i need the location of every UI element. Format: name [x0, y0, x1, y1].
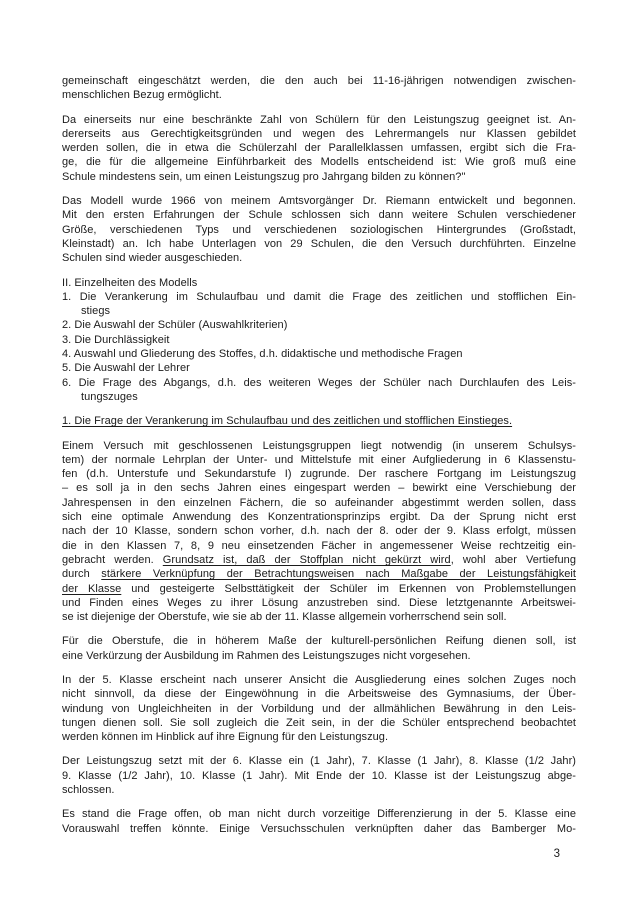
text-segment: windung von Ungleichheiten in der Vorbildung und der allmählichen Bewährung in den Leis- — [62, 702, 576, 715]
text-line — [62, 439, 576, 453]
text-line — [62, 649, 576, 663]
text-segment: Es stand die Frage offen, ob man nicht durch vorzeitige Differenzierung in der 5. Klasse eine — [62, 808, 576, 821]
text-line — [62, 290, 576, 304]
text-line — [62, 194, 576, 208]
text-segment: Einem Versuch mit geschlossenen Leistungsgruppen liegt notwendig (in unserem Schulsys- — [62, 439, 576, 452]
text-segment: 2. Die Auswahl der Schüler (Auswahlkriterien) — [62, 319, 288, 332]
text-segment: Schule mindestens sein, um einen Leistungszug pro Jahrgang bilden zu können?" — [62, 170, 466, 183]
text-line — [62, 687, 576, 701]
text-segment: die in den Klassen 7, 8, 9 neu einsetzenden Fächer in angemessener Weise rechtzeitig ein- — [62, 539, 576, 552]
paragraph-community — [62, 74, 576, 103]
text-segment: tungen dienen soll. Sie soll zugleich die Zeit sein, in der die Schüler entsprechend beobachtet — [62, 716, 576, 729]
text-segment: werden sollen, die in etwa die Schülerzahl der Parallelklassen umfassen, ergibt sich die Fra- — [62, 142, 576, 155]
text-line — [62, 769, 576, 783]
underlined-text: Grundsatz ist, daß der Stoffplan nicht gekürzt wird — [162, 553, 451, 566]
text-segment: nach der 10 Klasse, sondern schon vorher, d.h. nach der 8. oder der 9. Klass erfolgt, müssen — [62, 525, 576, 538]
text-segment: und gesteigerte Selbsttätigkeit der Schüler im Erkennen von Problemstellungen — [121, 582, 576, 595]
text-segment: 4. Auswahl und Gliederung des Stoffes, d.h. didaktische und methodische Fragen — [62, 348, 463, 361]
text-line — [62, 390, 576, 404]
text-segment: Schulen sind wieder ausgeschieden. — [62, 252, 243, 265]
text-line — [62, 347, 576, 361]
text-line — [62, 553, 576, 567]
text-line — [62, 74, 576, 88]
text-line — [62, 237, 576, 251]
text-line — [62, 539, 576, 553]
text-segment: werden können im Hinblick auf ihre Eignung für den Leistungszug. — [62, 731, 389, 744]
underlined-text: stärkere Verknüpfung der Betrachtungsweisen nach Maßgabe der Leistungsfähigkeit — [101, 568, 577, 581]
paragraph-leistungszug-duration — [62, 754, 576, 797]
text-segment: eine Verkürzung der Ausbildung im Rahmen des Leistungszuges nicht vorgesehen. — [62, 649, 471, 662]
text-segment: 9. Klasse (1/2 Jahr), 10. Klasse (1 Jahr). Mit Ende der 10. Klasse ist der Leistungszug abge- — [62, 769, 576, 782]
text-segment: Da einerseits nur eine beschränkte Zahl von Schülern für den Leistungszug geeignet ist. An- — [62, 113, 576, 126]
paragraph-open-question — [62, 807, 576, 836]
section-heading-anchoring — [62, 414, 576, 428]
text-line — [62, 807, 576, 821]
text-line — [62, 596, 576, 610]
text-line — [62, 467, 576, 481]
text-line — [62, 496, 576, 510]
paragraph-fifth-grade — [62, 673, 576, 744]
text-segment: nicht sinnvoll, da diese der Eingewöhnung in die Arbeitsweise des Gymnasiums, der Über- — [62, 688, 576, 701]
text-segment: durch — [62, 568, 102, 581]
text-line — [62, 453, 576, 467]
text-line — [62, 673, 576, 687]
text-segment: 3. Die Durchlässigkeit — [62, 333, 170, 346]
underlined-text: der Klasse — [62, 582, 122, 595]
text-line — [62, 582, 576, 596]
text-line — [62, 113, 576, 127]
text-segment: dererseits aus Gerechtigkeitsgründen und wegen des Lehrermangels nur Klassen gebildet — [62, 127, 576, 140]
text-line — [62, 251, 576, 265]
text-line — [62, 208, 576, 222]
text-segment: gebracht werden. — [62, 553, 163, 566]
text-line — [62, 376, 576, 390]
text-line — [62, 141, 576, 155]
underlined-text: 1. Die Frage der Verankerung im Schulaufbau und des zeitlichen und stofflichen Einstieges. — [62, 415, 513, 428]
text-segment: Vorauswahl treffen könnte. Einige Versuchsschulen verknüpften daher das Bamberger Mo- — [62, 822, 576, 835]
text-segment: und Finden eines Weges zu ihrer Lösung anzustreben sind. Diese letztgenannte Arbeitswei- — [62, 596, 576, 609]
text-segment: Kleinstadt) an. Ich habe Unterlagen von 29 Schulen, die den Versuch durchführten. Einzelne — [62, 237, 576, 250]
text-line — [62, 610, 576, 624]
page-number: 3 — [553, 848, 560, 860]
paragraph-model-history — [62, 194, 576, 265]
text-segment: sich eine optimale Anwendung des Konzentrationsprinzips ergibt. Da der Sprung nicht erst — [62, 511, 576, 524]
text-line — [62, 127, 576, 141]
text-line — [62, 634, 576, 648]
model-details-list — [62, 276, 576, 405]
text-segment: fen (d.h. Unterstufe und Sekundarstufe I) zugrunde. Der raschere Fortgang im Leistungszug — [62, 468, 576, 481]
text-segment: schlossen. — [62, 784, 115, 797]
text-segment: tem) der normale Lehrplan der Unter- und Mittelstufe mit einer Aufgliederung in 6 Klassenstu- — [62, 453, 576, 466]
text-segment: Für die Oberstufe, die in höherem Maße der kulturell-persönlichen Reifung dienen soll, ist — [62, 635, 576, 648]
text-line — [62, 223, 576, 237]
text-segment: , wohl aber Vertiefung — [450, 553, 577, 566]
document-body — [62, 74, 576, 836]
text-line — [62, 730, 576, 744]
text-segment: gemeinschaft eingeschätzt werden, die den auch bei 11-16-jährigen notwendigen zwischen- — [62, 75, 576, 87]
text-line — [62, 702, 576, 716]
text-line — [62, 333, 576, 347]
text-segment: menschlichen Bezug ermöglicht. — [62, 89, 222, 102]
text-segment: se ist diejenige der Oberstufe, wie sie ab der 11. Klasse allgemein vorherrschend sein soll. — [62, 611, 507, 624]
text-segment: 6. Die Frage des Abgangs, d.h. des weiteren Weges der Schüler nach Durchlaufen des Leis- — [62, 376, 576, 389]
paragraph-oberstufe — [62, 634, 576, 663]
text-segment: 5. Die Auswahl der Lehrer — [62, 362, 190, 375]
text-line — [62, 170, 576, 184]
text-line — [62, 276, 576, 290]
text-line — [62, 361, 576, 375]
text-line — [62, 524, 576, 538]
text-line — [62, 783, 576, 797]
text-segment: 1. Die Verankerung im Schulaufbau und damit die Frage des zeitlichen und stofflichen Ein- — [62, 290, 576, 303]
text-line — [62, 155, 576, 169]
text-segment: ge, die für die allgemeine Einführbarkeit des Modells entscheidend ist: Wie groß muß eine — [62, 156, 576, 169]
text-line — [62, 510, 576, 524]
text-line — [62, 414, 576, 428]
text-segment: Größe, verschiedenen Typs und verschiedenen soziologischen Hintergrundes (Großstadt, — [62, 223, 576, 236]
text-segment: – es soll ja in den sechs Jahren eines eingespart werden – bewirkt eine Verschiebung der — [62, 482, 576, 495]
text-line — [62, 88, 576, 102]
text-line — [62, 567, 576, 581]
text-segment: tungszuges — [81, 390, 138, 403]
text-segment: Das Modell wurde 1966 von meinem Amtsvorgänger Dr. Riemann entwickelt und begonnen. — [62, 195, 576, 208]
text-segment: stiegs — [81, 305, 111, 318]
text-segment: In der 5. Klasse erscheint nach unserer Ansicht die Ausgliederung eines solchen Zuges noch — [62, 673, 576, 686]
text-segment: Jahrespensen in den einzelnen Fächern, die so aufeinander abgestimmt werden sollen, dass — [62, 496, 576, 509]
text-segment: Der Leistungszug setzt mit der 6. Klasse ein (1 Jahr), 7. Klasse (1 Jahr), 8. Klasse (1/2 Jahr) — [62, 755, 576, 768]
text-line — [62, 716, 576, 730]
text-line — [62, 318, 576, 332]
paragraph-curriculum-structure — [62, 439, 576, 625]
text-line — [62, 754, 576, 768]
text-segment: Mit den ersten Erfahrungen der Schule schlossen sich dann weitere Schulen verschiedener — [62, 209, 576, 222]
text-line — [62, 481, 576, 495]
text-line — [62, 304, 576, 318]
paragraph-school-size-question — [62, 113, 576, 184]
text-segment: II. Einzelheiten des Modells — [62, 276, 198, 289]
text-line — [62, 822, 576, 836]
